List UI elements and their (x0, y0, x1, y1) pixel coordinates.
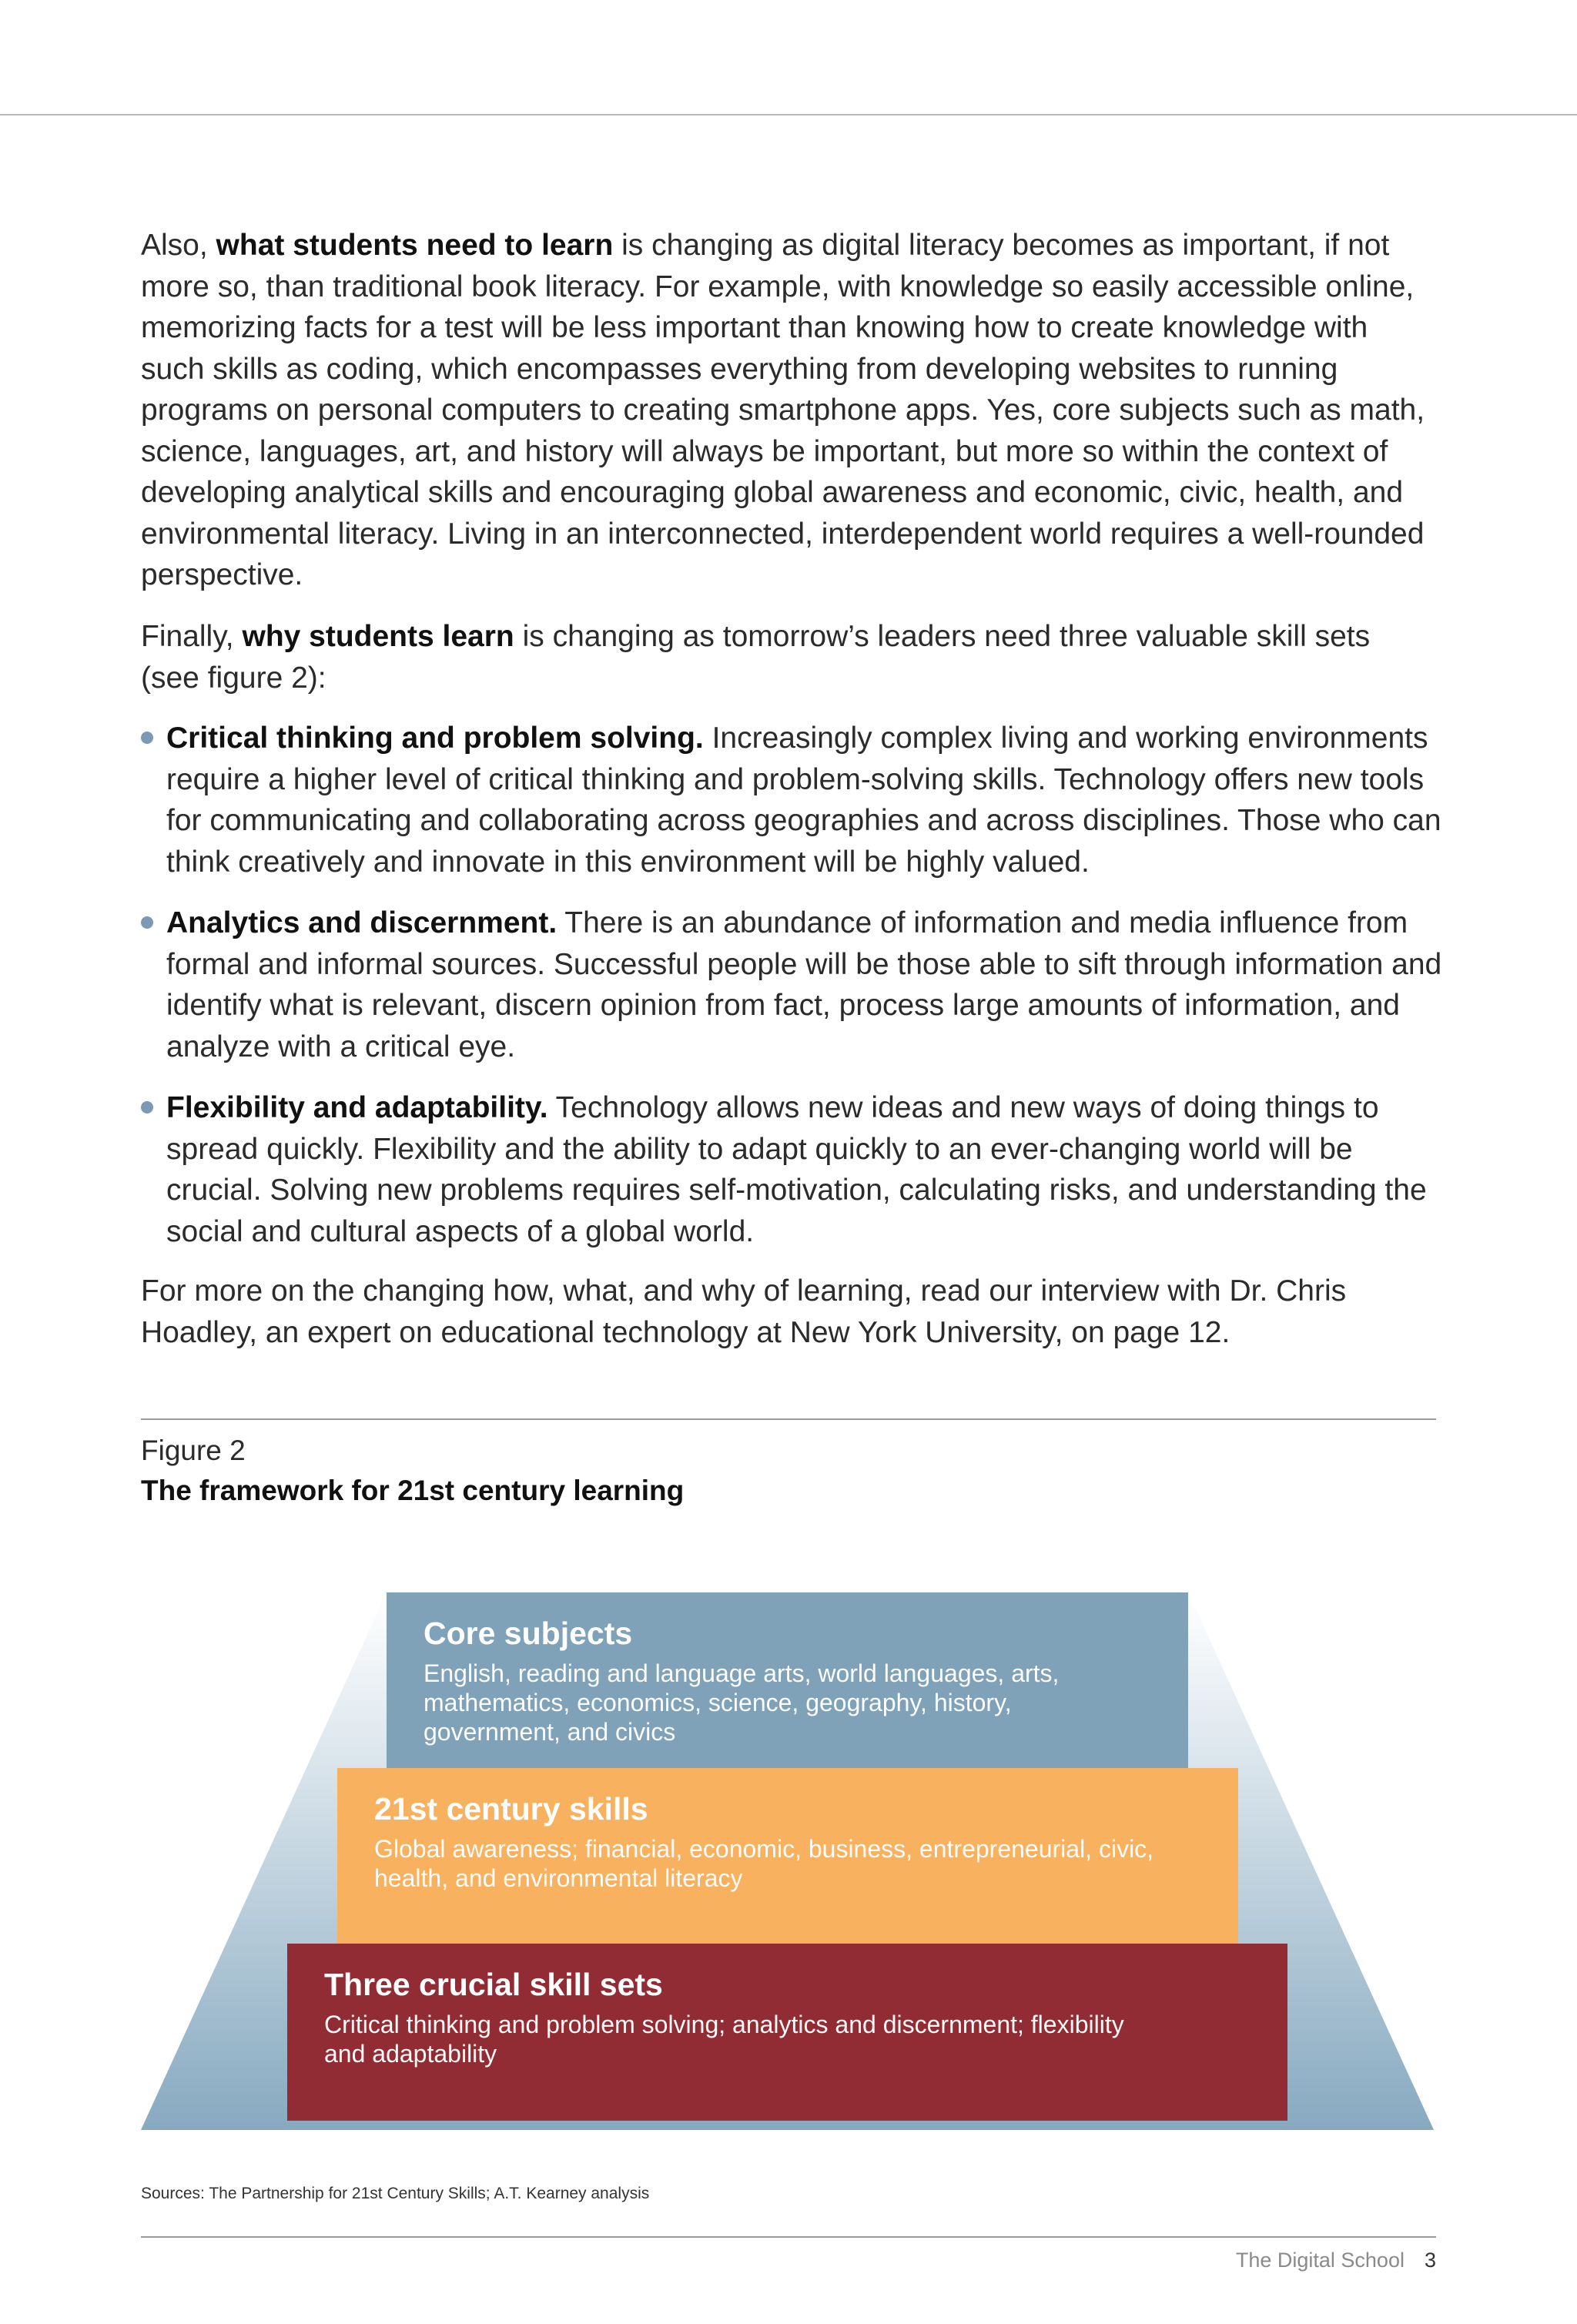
bullet-critical-thinking: Critical thinking and problem solving. Increasingly complex living and working environments require a higher level of critical thinking and problem-solving skills. Technology offers new tools for communicating and collaborating across geographies and across disciplines. Those who can think creatively and innovate in this environment will be highly valued. (141, 718, 1442, 882)
emphasis-why: why students learn (242, 620, 514, 653)
emphasis-what: what students need to learn (216, 229, 614, 262)
figure-label: Figure 2 (141, 1435, 246, 1466)
footer-rule (141, 2236, 1436, 2238)
tier-skills-description: Global awareness; financial, economic, business, entrepreneurial, civic, health, and environmental literacy (374, 1835, 1154, 1892)
tier-skills-title: 21st century skills (374, 1791, 648, 1827)
tier-crucial-description: Critical thinking and problem solving; analytics and discernment; flexibility and adaptability (324, 2011, 1124, 2068)
paragraph-why-students-learn: Finally, why students learn is changing as tomorrow’s leaders need three valuable skill sets (see figure 2): (141, 620, 1371, 695)
figure-title: The framework for 21st century learning (141, 1475, 685, 1506)
tier-core-title: Core subjects (424, 1616, 633, 1651)
page-footer (1236, 2247, 1436, 2273)
publication-title: The Digital School (1235, 2249, 1405, 2272)
tier-21st-century-skills (337, 1768, 1238, 1944)
page-number: 3 (1424, 2249, 1436, 2272)
tier-crucial-title: Three crucial skill sets (324, 1967, 663, 2002)
bullet-flexibility: Flexibility and adaptability. Technology allows new ideas and new ways of doing things to spread quickly. Flexibility and the ability to adapt quickly to an ever-changing world will be crucial. Solving new problems requires self-motivation, calculating risks, and understanding the social and cultural aspects of a global world. (141, 1087, 1442, 1252)
figure-sources: Sources: The Partnership for 21st Century Skills; A.T. Kearney analysis (141, 2185, 650, 2202)
paragraph-what-students-learn: Also, what students need to learn is changing as digital literacy becomes as important, if not more so, than traditional book literacy. For example, with knowledge so easily accessible online, memorizing facts for a test will be less important than knowing how to create knowledge with such skills as coding, which encompasses everything from developing websites to running programs on personal computers to creating smartphone apps. Yes, core subjects such as math, science, languages, art, and history will always be important, but more so within the context of developing analytical skills and encouraging global awareness and economic, civic, health, and environmental literacy. Living in an interconnected, interdependent world requires a well-rounded perspective. (141, 229, 1425, 591)
tier-core-subjects (387, 1592, 1188, 1770)
bullet-analytics: Analytics and discernment. There is an abundance of information and media influence from formal and informal sources. Successful people will be those able to sift through information and identify what is relevant, discern opinion from fact, process large amounts of information, and analyze with a critical eye. (141, 902, 1442, 1067)
tier-core-description: English, reading and language arts, world languages, arts, mathematics, economics, science, geography, history, government, and civics (424, 1659, 1060, 1746)
tier-crucial-skill-sets (287, 1944, 1287, 2121)
paragraph-read-more: For more on the changing how, what, and why of learning, read our interview with Dr. Chris Hoadley, an expert on educational technology at New York University, on page 12. (141, 1274, 1347, 1349)
